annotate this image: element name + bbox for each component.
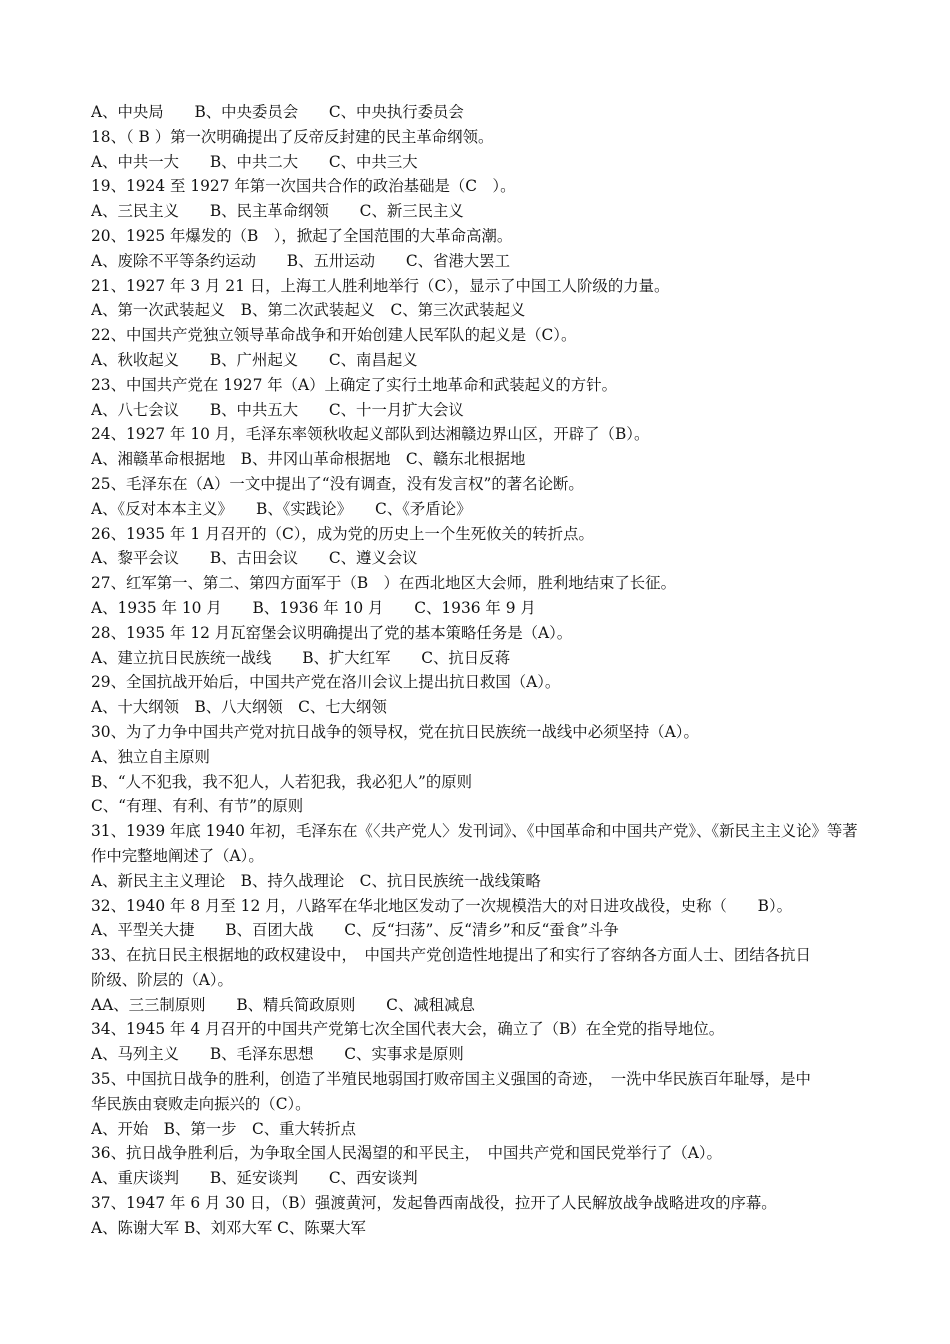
- options-line: A、平型关大捷 B、百团大战 C、反“扫荡”、反“清乡”和反“蚕食”斗争: [91, 921, 619, 940]
- options-line: A、废除不平等条约运动 B、五卅运动 C、省港大罢工: [91, 251, 510, 270]
- document-page: [91, 100, 867, 1241]
- options-line: A、建立抗日民族统一战线 B、扩大红军 C、抗日反蒋: [91, 648, 510, 667]
- options-line: A、中共一大 B、中共二大 C、中共三大: [91, 152, 418, 171]
- question-line: 36、抗日战争胜利后，为争取全国人民渴望的和平民主， 中国共产党和国民党举行了（A）。: [91, 1144, 722, 1163]
- question-line: 35、中国抗日战争的胜利，创造了半殖民地弱国打败帝国主义强国的奇迹， 一洗中华民族百年耻辱，是中: [91, 1070, 811, 1089]
- question-line: 33、在抗日民主根据地的政权建设中， 中国共产党创造性地提出了和实行了容纳各方面人士、团结各抗日: [91, 946, 811, 965]
- question-line-continued: 作中完整地阐述了（A）。: [91, 846, 264, 865]
- question-line: 25、毛泽东在（A）一文中提出了“没有调查，没有发言权”的著名论断。: [91, 474, 584, 493]
- question-line: 30、为了力争中国共产党对抗日战争的领导权，党在抗日民族统一战线中必须坚持（A）。: [91, 722, 699, 741]
- options-line: A、八七会议 B、中共五大 C、十一月扩大会议: [91, 400, 464, 419]
- options-line: A、秋收起义 B、广州起义 C、南昌起义: [91, 350, 418, 369]
- options-line: A、湘赣革命根据地 B、井冈山革命根据地 C、赣东北根据地: [91, 450, 526, 469]
- options-line: A、三民主义 B、民主革命纲领 C、新三民主义: [91, 202, 464, 221]
- options-line: A、十大纲领 B、八大纲领 C、七大纲领: [91, 698, 387, 717]
- options-line: A、陈谢大军 B、刘邓大军 C、陈粟大军: [91, 1218, 366, 1237]
- options-line: A、新民主主义理论 B、持久战理论 C、抗日民族统一战线策略: [91, 871, 541, 890]
- options-line: A、《反对本本主义》 B、《实践论》 C、《矛盾论》: [91, 499, 472, 518]
- option-line: A、独立自主原则: [91, 747, 210, 766]
- question-line: 31、1939 年底 1940 年初，毛泽东在《〈共产党人〉发刊词》、《中国革命和中国共产党》、《新民主主义论》等著: [91, 822, 858, 841]
- question-line: 19、1924 至 1927 年第一次国共合作的政治基础是（C ）。: [91, 177, 516, 196]
- question-line-continued: 阶级、阶层的（A）。: [91, 970, 233, 989]
- options-line: AA、三三制原则 B、精兵简政原则 C、减租减息: [91, 995, 475, 1014]
- question-line: 34、1945 年 4 月召开的中国共产党第七次全国代表大会，确立了（B）在全党的指导地位。: [91, 1020, 725, 1039]
- options-line: A、重庆谈判 B、延安谈判 C、西安谈判: [91, 1169, 418, 1188]
- options-line: A、马列主义 B、毛泽东思想 C、实事求是原则: [91, 1045, 464, 1064]
- question-line: 18、（ B ）第一次明确提出了反帝反封建的民主革命纲领。: [91, 127, 494, 146]
- option-line: C、“有理、有利、有节”的原则: [91, 797, 304, 816]
- question-line: 32、1940 年 8 月至 12 月，八路军在华北地区发动了一次规模浩大的对日进攻战役，史称（ B）。: [91, 896, 793, 915]
- question-line: 37、1947 年 6 月 30 日，（B）强渡黄河，发起鲁西南战役，拉开了人民解放战争战略进攻的序幕。: [91, 1194, 777, 1213]
- question-line: 29、全国抗战开始后，中国共产党在洛川会议上提出抗日救国（A）。: [91, 673, 561, 692]
- question-line: 24、1927 年 10 月，毛泽东率领秋收起义部队到达湘赣边界山区，开辟了（B）。: [91, 425, 650, 444]
- question-line: 20、1925 年爆发的（B ），掀起了全国范围的大革命高潮。: [91, 226, 513, 245]
- question-line: 21、1927 年 3 月 21 日，上海工人胜利地举行（C），显示了中国工人阶级的力量。: [91, 276, 670, 295]
- question-line: 28、1935 年 12 月瓦窑堡会议明确提出了党的基本策略任务是（A）。: [91, 623, 573, 642]
- question-line-continued: 华民族由衰败走向振兴的（C）。: [91, 1094, 311, 1113]
- options-line: A、1935 年 10 月 B、1936 年 10 月 C、1936 年 9 月: [91, 598, 536, 617]
- question-line: 23、中国共产党在 1927 年（A）上确定了实行土地革命和武装起义的方针。: [91, 375, 617, 394]
- options-line: A、第一次武装起义 B、第二次武装起义 C、第三次武装起义: [91, 301, 526, 320]
- question-line: 26、1935 年 1 月召开的（C），成为党的历史上一个生死攸关的转折点。: [91, 524, 594, 543]
- option-line: B、“人不犯我，我不犯人，人若犯我，我必犯人”的原则: [91, 772, 473, 791]
- question-line: 27、红军第一、第二、第四方面军于（B ）在西北地区大会师，胜利地结束了长征。: [91, 574, 676, 593]
- question-line: 22、中国共产党独立领导革命战争和开始创建人民军队的起义是（C）。: [91, 326, 577, 345]
- options-line: A、黎平会议 B、古田会议 C、遵义会议: [91, 549, 418, 568]
- text-line: A、中央局 B、中央委员会 C、中央执行委员会: [91, 103, 464, 121]
- options-line: A、开始 B、第一步 C、重大转折点: [91, 1119, 357, 1138]
